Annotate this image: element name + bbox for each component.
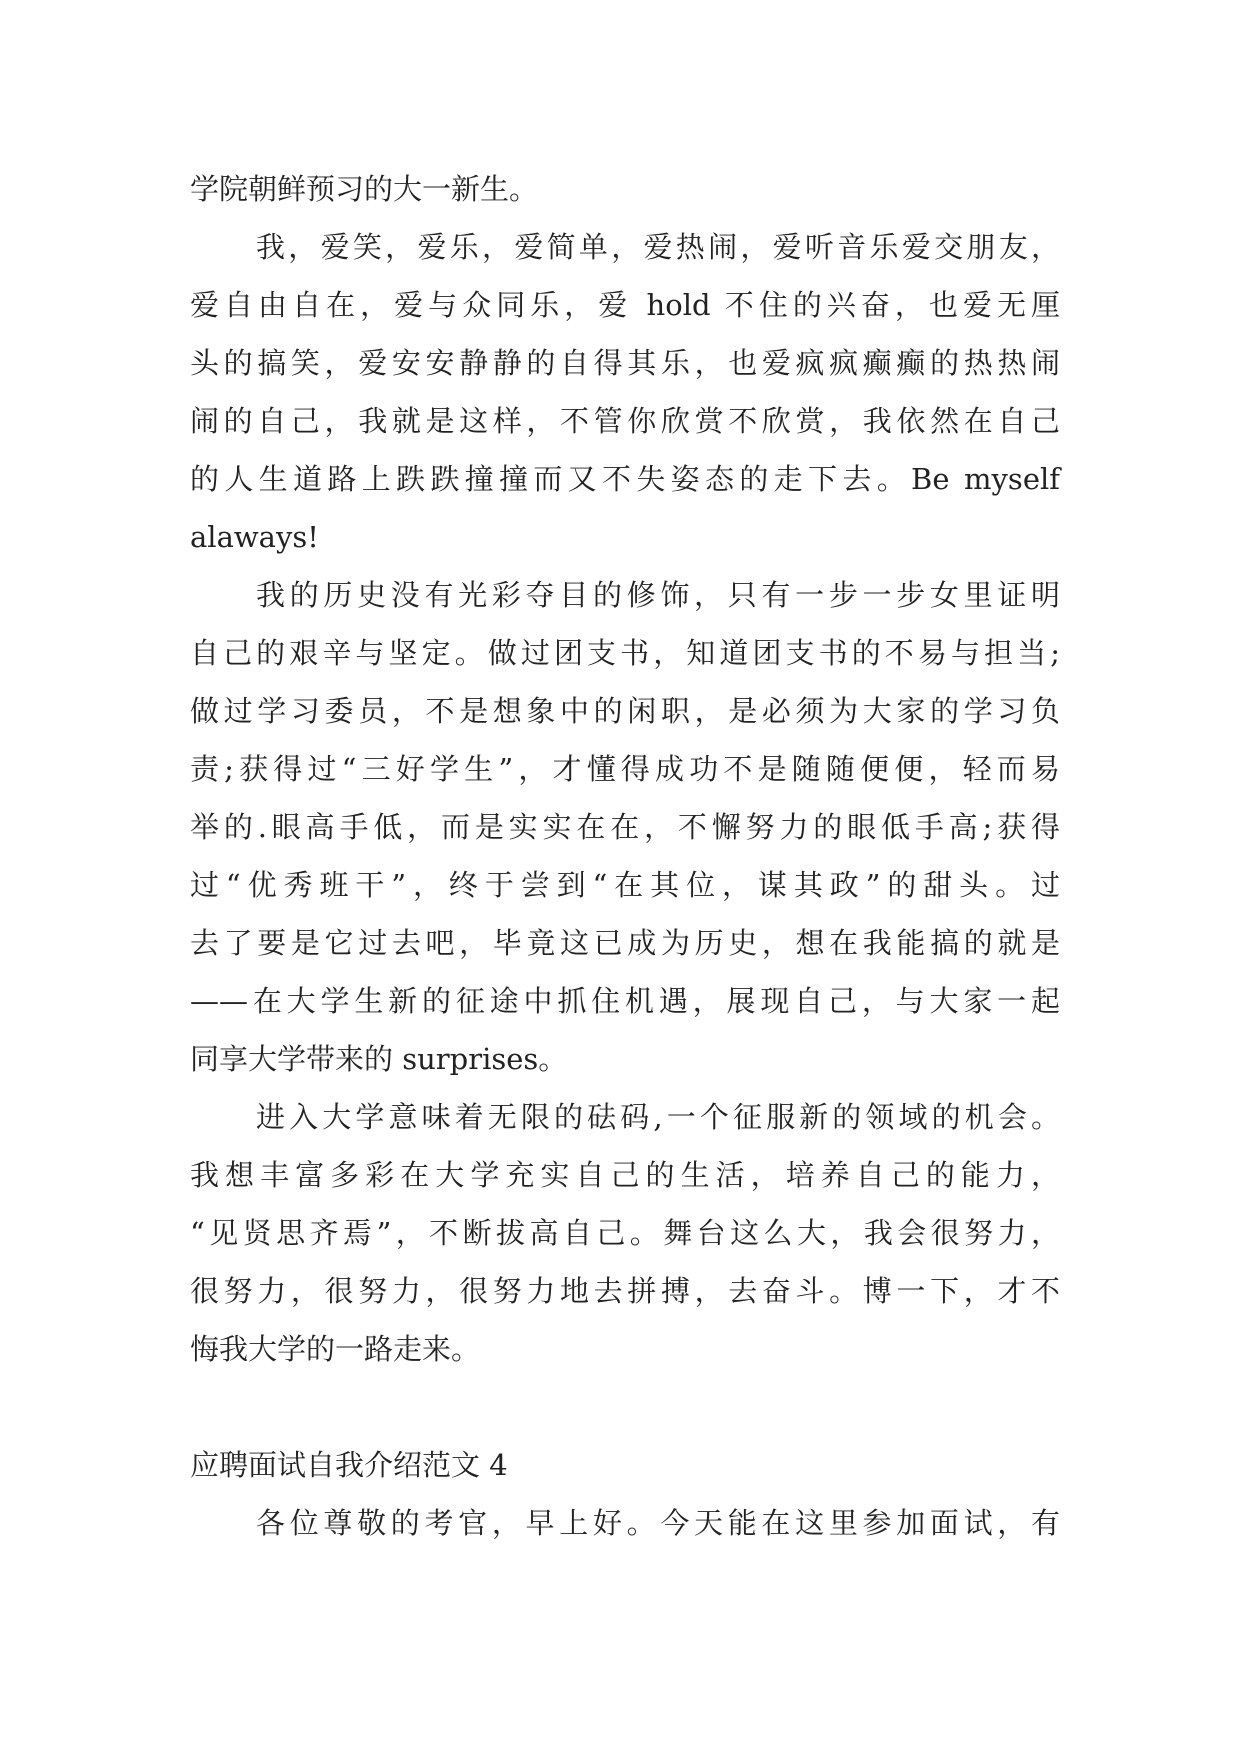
- paragraph-line: 很努力，很努力，很努力地去拼搏，去奋斗。博一下，才不: [190, 1274, 1060, 1308]
- section-heading-text: 应聘面试自我介绍范文 4: [190, 1448, 508, 1482]
- paragraph-line: 同享大学带来的 surprises。: [190, 1042, 568, 1076]
- paragraph: [190, 1088, 1060, 1378]
- paragraph: [190, 1494, 1060, 1552]
- paragraph-line: 责;获得过“三好学生”，才懂得成功不是随随便便，轻而易: [190, 752, 1060, 786]
- paragraph-line: 的人生道路上跌跌撞撞而又不失姿态的走下去。Be myself: [190, 462, 1060, 496]
- paragraph-line: 悔我大学的一路走来。: [190, 1332, 481, 1366]
- paragraph-line: 举的.眼高手低，而是实实在在，不懈努力的眼低手高;获得: [190, 810, 1060, 844]
- section-gap: [190, 1378, 1060, 1436]
- paragraph-line: 闹的自己，我就是这样，不管你欣赏不欣赏，我依然在自己: [190, 404, 1060, 438]
- paragraph-line: 进入大学意味着无限的砝码,一个征服新的领域的机会。: [256, 1100, 1060, 1134]
- paragraph-line: 各位尊敬的考官，早上好。今天能在这里参加面试，有: [256, 1506, 1060, 1540]
- paragraph-line: “见贤思齐焉”，不断拔高自己。舞台这么大，我会很努力，: [190, 1216, 1060, 1250]
- paragraph-line: 去了要是它过去吧，毕竟这已成为历史，想在我能搞的就是: [190, 926, 1060, 960]
- paragraph-line: 我，爱笑，爱乐，爱简单，爱热闹，爱听音乐爱交朋友，: [256, 230, 1060, 264]
- paragraph-line: ——在大学生新的征途中抓住机遇，展现自己，与大家一起: [190, 984, 1060, 1018]
- paragraph-line: 我的历史没有光彩夺目的修饰，只有一步一步女里证明: [256, 578, 1060, 612]
- paragraph-line: 我想丰富多彩在大学充实自己的生活，培养自己的能力，: [190, 1158, 1060, 1192]
- paragraph-line: 学院朝鲜预习的大一新生。: [190, 172, 539, 206]
- paragraph: [190, 566, 1060, 1088]
- paragraph-line: 过“优秀班干”，终于尝到“在其位，谋其政”的甜头。过: [190, 868, 1060, 902]
- document-body: [190, 160, 1060, 1552]
- paragraph: [190, 160, 1060, 218]
- paragraph-line: 头的搞笑，爱安安静静的自得其乐，也爱疯疯癫癫的热热闹: [190, 346, 1060, 380]
- paragraph-line: 爱自由自在，爱与众同乐，爱 hold 不住的兴奋，也爱无厘: [190, 288, 1060, 322]
- section-heading: [190, 1436, 1060, 1494]
- paragraph: [190, 218, 1060, 566]
- paragraph-line: 自己的艰辛与坚定。做过团支书，知道团支书的不易与担当;: [190, 636, 1060, 670]
- paragraph-line: alaways!: [190, 520, 319, 554]
- paragraph-line: 做过学习委员，不是想象中的闲职，是必须为大家的学习负: [190, 694, 1060, 728]
